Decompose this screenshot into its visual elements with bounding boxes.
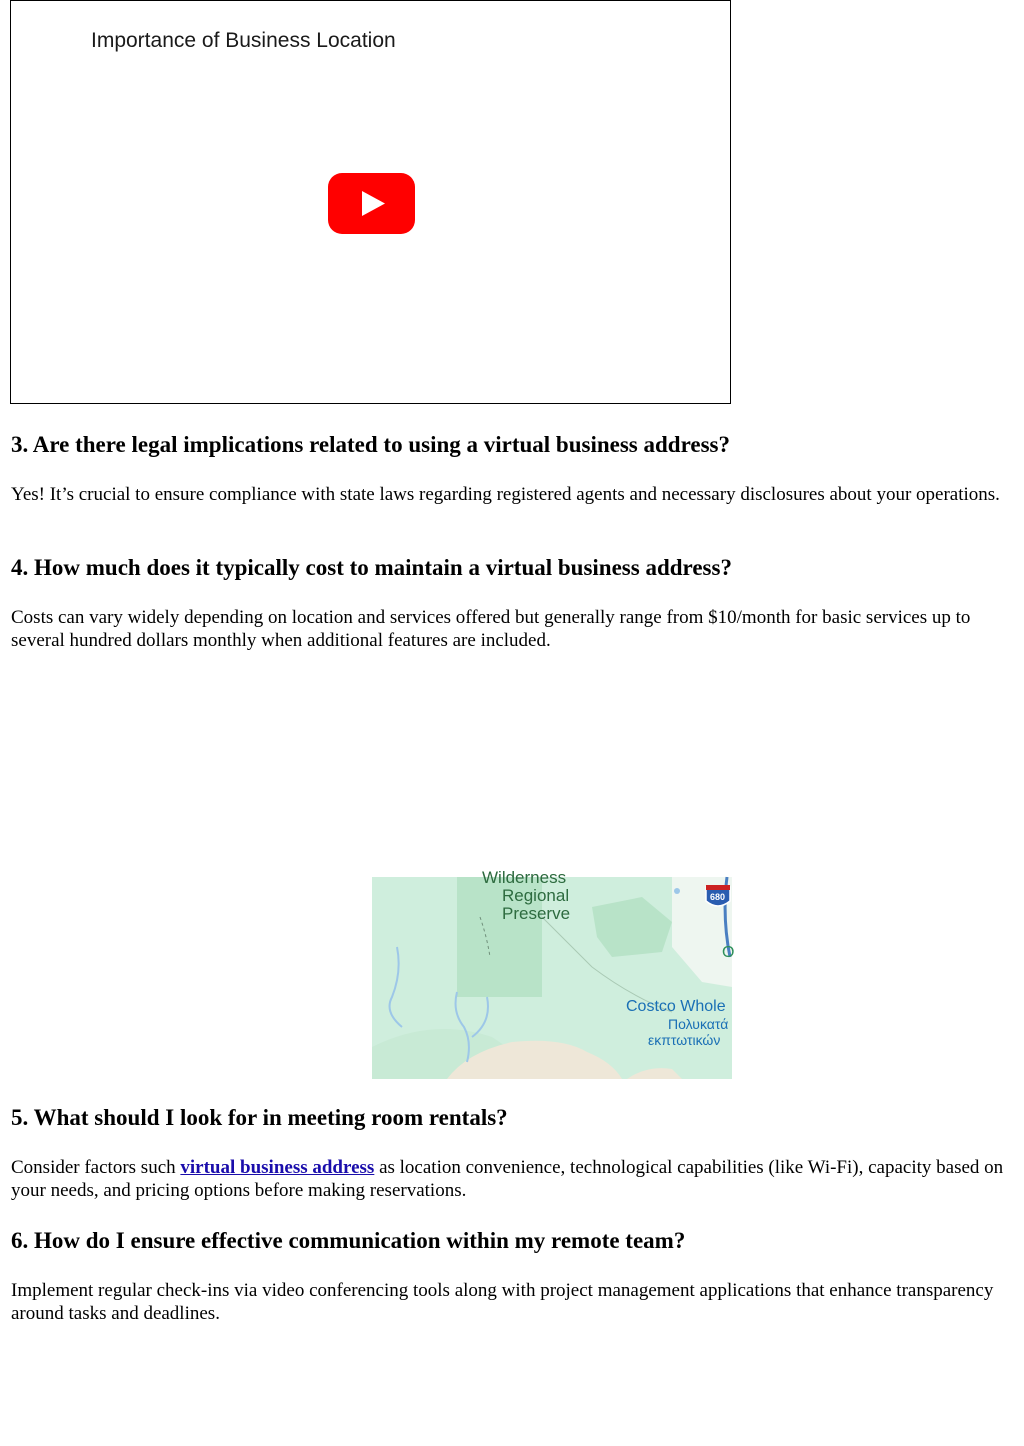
map-park-label: Wilderness: [482, 868, 567, 887]
map-poi-label: Costco Whole: [626, 998, 726, 1015]
faq-heading-3: 3. Are there legal implications related to using a virtual business address?: [11, 432, 730, 457]
faq-answer-5: [11, 1156, 1016, 1202]
faq-answer-text: Consider factors such: [11, 1157, 181, 1178]
faq-answer-text: as location convenience, technological capabilities (like Wi-Fi), capacity based on your needs, and pricing options before making reservations.: [11, 1157, 1004, 1201]
map-poi-label: Πολυκατά: [668, 1016, 729, 1032]
map-park-label: Regional: [502, 886, 570, 905]
map-park-label: Preserve: [502, 904, 571, 923]
map-embed[interactable]: [372, 868, 735, 1079]
map-edge-label: O: [722, 944, 735, 961]
youtube-play-icon[interactable]: [328, 173, 415, 234]
video-embed[interactable]: [10, 0, 731, 404]
faq-answer-4: Costs can vary widely depending on location and services offered but generally range from $10/month for basic services up to several hundred dollars monthly when additional features are included.: [11, 607, 971, 651]
faq-heading-4: 4. How much does it typically cost to maintain a virtual business address?: [11, 555, 732, 580]
faq-answer-3: Yes! It’s crucial to ensure compliance with state laws regarding registered agents and necessary disclosures about your operations.: [11, 484, 1000, 505]
highway-number: 680: [710, 892, 726, 902]
virtual-business-address-link[interactable]: virtual business address: [180, 1157, 375, 1178]
faq-heading-5: 5. What should I look for in meeting room rentals?: [11, 1105, 508, 1130]
map-poi-label: εκπτωτικών: [648, 1032, 721, 1048]
faq-answer-6: Implement regular check-ins via video conferencing tools along with project management applications that enhance transparency around tasks and deadlines.: [11, 1280, 994, 1324]
video-title[interactable]: Importance of Business Location: [91, 29, 396, 52]
faq-heading-6: 6. How do I ensure effective communication within my remote team?: [11, 1228, 686, 1253]
